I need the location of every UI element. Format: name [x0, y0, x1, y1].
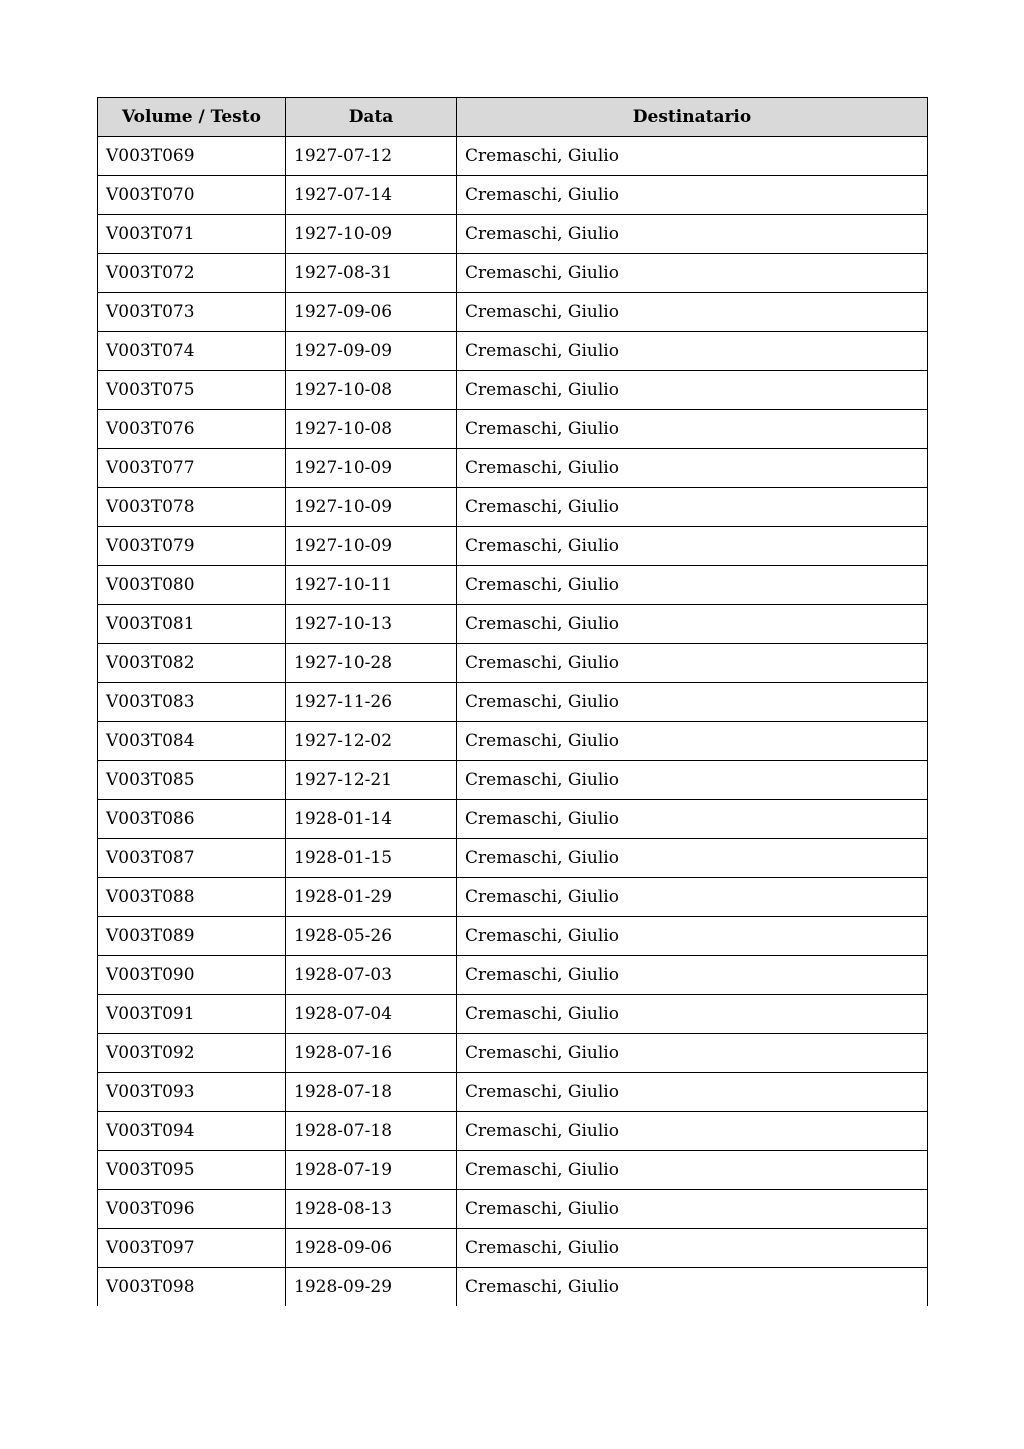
table-header — [98, 98, 928, 137]
cell-destinatario: Cremaschi, Giulio — [457, 410, 928, 449]
cell-destinatario: Cremaschi, Giulio — [457, 800, 928, 839]
table-row — [98, 527, 928, 566]
table-row — [98, 878, 928, 917]
cell-destinatario: Cremaschi, Giulio — [457, 1112, 928, 1151]
cell-volume-testo: V003T083 — [98, 683, 286, 722]
table-row — [98, 1268, 928, 1307]
cell-data: 1927-10-11 — [286, 566, 457, 605]
cell-volume-testo: V003T072 — [98, 254, 286, 293]
cell-volume-testo: V003T076 — [98, 410, 286, 449]
cell-destinatario: Cremaschi, Giulio — [457, 332, 928, 371]
cell-data: 1928-01-14 — [286, 800, 457, 839]
cell-volume-testo: V003T082 — [98, 644, 286, 683]
cell-data: 1927-10-08 — [286, 371, 457, 410]
cell-volume-testo: V003T093 — [98, 1073, 286, 1112]
table-row — [98, 332, 928, 371]
cell-volume-testo: V003T090 — [98, 956, 286, 995]
table-row — [98, 1229, 928, 1268]
cell-destinatario: Cremaschi, Giulio — [457, 1229, 928, 1268]
cell-data: 1927-10-13 — [286, 605, 457, 644]
cell-data: 1927-10-09 — [286, 527, 457, 566]
table-row — [98, 644, 928, 683]
cell-destinatario: Cremaschi, Giulio — [457, 137, 928, 176]
cell-volume-testo: V003T088 — [98, 878, 286, 917]
cell-volume-testo: V003T094 — [98, 1112, 286, 1151]
cell-destinatario: Cremaschi, Giulio — [457, 254, 928, 293]
cell-destinatario: Cremaschi, Giulio — [457, 956, 928, 995]
cell-data: 1927-12-21 — [286, 761, 457, 800]
table-row — [98, 605, 928, 644]
cell-destinatario: Cremaschi, Giulio — [457, 1190, 928, 1229]
cell-data: 1928-01-15 — [286, 839, 457, 878]
cell-destinatario: Cremaschi, Giulio — [457, 683, 928, 722]
cell-destinatario: Cremaschi, Giulio — [457, 995, 928, 1034]
table-row — [98, 1034, 928, 1073]
cell-data: 1927-10-09 — [286, 215, 457, 254]
cell-data: 1927-07-12 — [286, 137, 457, 176]
letters-table — [97, 97, 928, 1306]
cell-destinatario: Cremaschi, Giulio — [457, 566, 928, 605]
column-header-data: Data — [286, 98, 457, 137]
cell-data: 1928-01-29 — [286, 878, 457, 917]
cell-volume-testo: V003T077 — [98, 449, 286, 488]
table-row — [98, 176, 928, 215]
cell-volume-testo: V003T098 — [98, 1268, 286, 1307]
cell-volume-testo: V003T073 — [98, 293, 286, 332]
cell-destinatario: Cremaschi, Giulio — [457, 176, 928, 215]
cell-data: 1928-07-18 — [286, 1073, 457, 1112]
cell-volume-testo: V003T071 — [98, 215, 286, 254]
cell-volume-testo: V003T070 — [98, 176, 286, 215]
cell-volume-testo: V003T086 — [98, 800, 286, 839]
cell-data: 1927-07-14 — [286, 176, 457, 215]
cell-destinatario: Cremaschi, Giulio — [457, 449, 928, 488]
cell-data: 1928-07-16 — [286, 1034, 457, 1073]
cell-data: 1927-08-31 — [286, 254, 457, 293]
table-body — [98, 137, 928, 1307]
table-row — [98, 254, 928, 293]
table-row — [98, 1073, 928, 1112]
cell-destinatario: Cremaschi, Giulio — [457, 917, 928, 956]
cell-destinatario: Cremaschi, Giulio — [457, 1034, 928, 1073]
cell-data: 1928-07-03 — [286, 956, 457, 995]
column-header-volume-testo: Volume / Testo — [98, 98, 286, 137]
cell-volume-testo: V003T084 — [98, 722, 286, 761]
table-row — [98, 995, 928, 1034]
cell-destinatario: Cremaschi, Giulio — [457, 527, 928, 566]
cell-data: 1928-07-19 — [286, 1151, 457, 1190]
table-row — [98, 839, 928, 878]
table-row — [98, 293, 928, 332]
cell-volume-testo: V003T085 — [98, 761, 286, 800]
cell-destinatario: Cremaschi, Giulio — [457, 839, 928, 878]
cell-data: 1927-10-08 — [286, 410, 457, 449]
cell-data: 1927-10-28 — [286, 644, 457, 683]
cell-volume-testo: V003T095 — [98, 1151, 286, 1190]
cell-volume-testo: V003T074 — [98, 332, 286, 371]
table-row — [98, 488, 928, 527]
table-row — [98, 566, 928, 605]
table-row — [98, 449, 928, 488]
cell-volume-testo: V003T087 — [98, 839, 286, 878]
cell-data: 1927-10-09 — [286, 488, 457, 527]
cell-data: 1928-07-18 — [286, 1112, 457, 1151]
cell-destinatario: Cremaschi, Giulio — [457, 605, 928, 644]
cell-destinatario: Cremaschi, Giulio — [457, 1151, 928, 1190]
cell-volume-testo: V003T079 — [98, 527, 286, 566]
cell-destinatario: Cremaschi, Giulio — [457, 488, 928, 527]
cell-volume-testo: V003T097 — [98, 1229, 286, 1268]
cell-destinatario: Cremaschi, Giulio — [457, 215, 928, 254]
table-row — [98, 1190, 928, 1229]
cell-data: 1928-09-29 — [286, 1268, 457, 1307]
cell-data: 1928-05-26 — [286, 917, 457, 956]
table-row — [98, 761, 928, 800]
table-row — [98, 683, 928, 722]
cell-volume-testo: V003T078 — [98, 488, 286, 527]
cell-data: 1928-08-13 — [286, 1190, 457, 1229]
cell-data: 1927-12-02 — [286, 722, 457, 761]
cell-destinatario: Cremaschi, Giulio — [457, 761, 928, 800]
table-row — [98, 800, 928, 839]
table-row — [98, 137, 928, 176]
table-row — [98, 410, 928, 449]
cell-data: 1927-09-06 — [286, 293, 457, 332]
cell-volume-testo: V003T089 — [98, 917, 286, 956]
cell-volume-testo: V003T096 — [98, 1190, 286, 1229]
cell-destinatario: Cremaschi, Giulio — [457, 644, 928, 683]
cell-destinatario: Cremaschi, Giulio — [457, 878, 928, 917]
table-row — [98, 371, 928, 410]
table-row — [98, 1112, 928, 1151]
cell-destinatario: Cremaschi, Giulio — [457, 1268, 928, 1307]
cell-data: 1927-10-09 — [286, 449, 457, 488]
header-row — [98, 98, 928, 137]
cell-destinatario: Cremaschi, Giulio — [457, 1073, 928, 1112]
cell-destinatario: Cremaschi, Giulio — [457, 293, 928, 332]
table-row — [98, 917, 928, 956]
table-row — [98, 215, 928, 254]
column-header-destinatario: Destinatario — [457, 98, 928, 137]
cell-volume-testo: V003T092 — [98, 1034, 286, 1073]
table-row — [98, 722, 928, 761]
cell-volume-testo: V003T091 — [98, 995, 286, 1034]
cell-data: 1928-07-04 — [286, 995, 457, 1034]
cell-volume-testo: V003T069 — [98, 137, 286, 176]
cell-volume-testo: V003T075 — [98, 371, 286, 410]
cell-data: 1927-09-09 — [286, 332, 457, 371]
table-row — [98, 956, 928, 995]
cell-data: 1927-11-26 — [286, 683, 457, 722]
cell-data: 1928-09-06 — [286, 1229, 457, 1268]
cell-destinatario: Cremaschi, Giulio — [457, 371, 928, 410]
cell-volume-testo: V003T081 — [98, 605, 286, 644]
cell-volume-testo: V003T080 — [98, 566, 286, 605]
table-row — [98, 1151, 928, 1190]
cell-destinatario: Cremaschi, Giulio — [457, 722, 928, 761]
